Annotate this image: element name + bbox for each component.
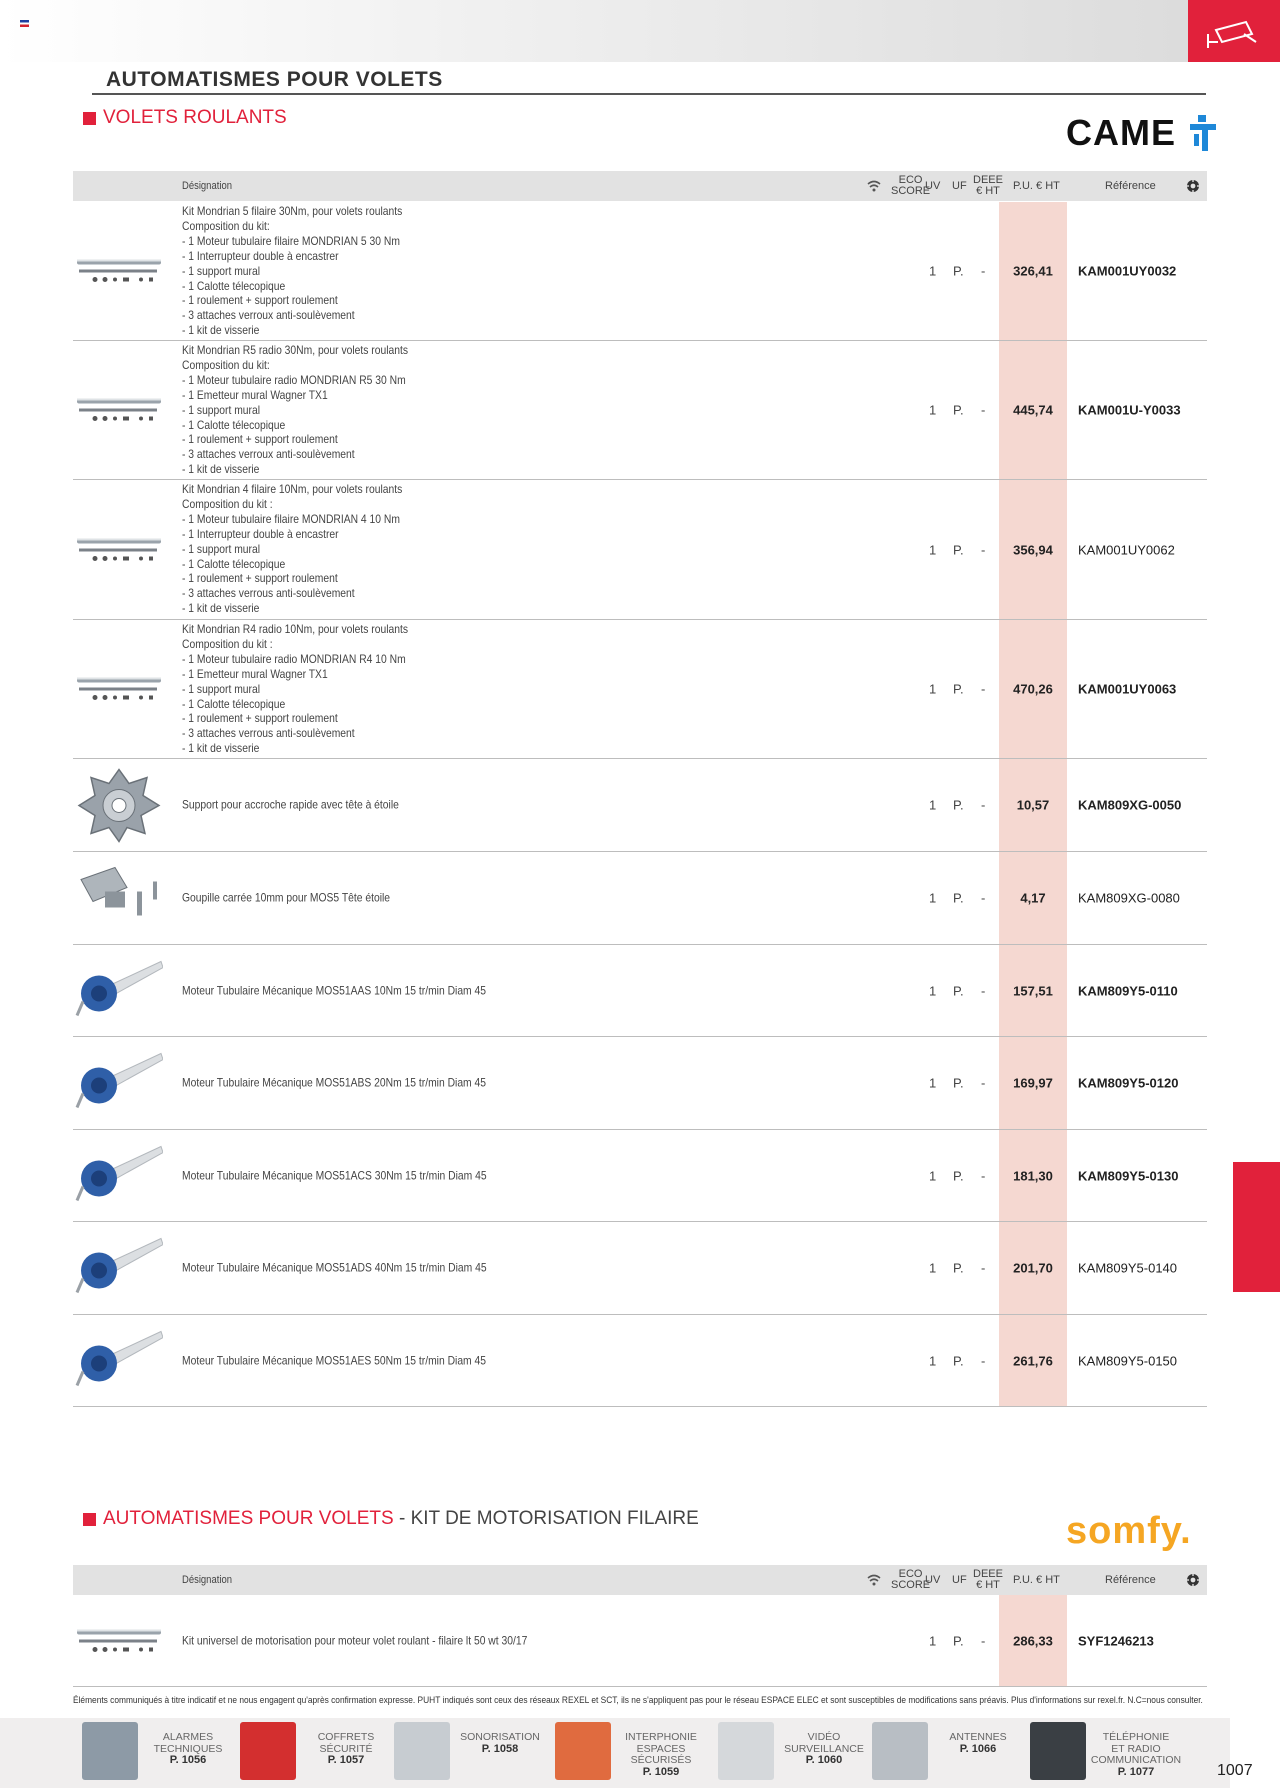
product-image	[75, 668, 163, 711]
header-designation: Désignation	[182, 1573, 232, 1586]
designation-line: - 3 attaches verrous anti-soulèvement	[182, 586, 355, 601]
uv-cell: 1	[929, 681, 937, 697]
table-row[interactable]	[73, 202, 1207, 341]
reference-cell[interactable]: KAM809Y5-0140	[1078, 1260, 1178, 1276]
product-designation	[182, 204, 402, 338]
uf-cell: P.	[953, 402, 964, 418]
header-deee	[973, 1565, 1003, 1595]
section2-title-red: AUTOMATISMES POUR VOLETS	[103, 1508, 394, 1529]
header-reference: Référence	[1105, 1573, 1156, 1586]
table-row[interactable]	[73, 620, 1207, 759]
footer-thumbnail	[718, 1722, 774, 1780]
deee-cell: -	[981, 890, 986, 906]
designation-line: Moteur Tubulaire Mécanique MOS51ABS 20Nm 15 tr/min Diam 45	[182, 1075, 487, 1090]
header-pu: P.U. € HT	[1013, 179, 1060, 192]
header-eco-1: ECO	[898, 1568, 923, 1580]
section2-title-dark: KIT DE MOTORISATION FILAIRE	[410, 1508, 699, 1529]
product-image	[75, 250, 163, 293]
uf-cell: P.	[953, 983, 964, 998]
designation-line: - 1 kit de visserie	[182, 323, 260, 338]
footer-label	[1086, 1732, 1186, 1778]
footer-link[interactable]	[718, 1722, 878, 1782]
designation-line: - 1 roulement + support roulement	[182, 432, 338, 447]
price-cell: 286,33	[1013, 1633, 1053, 1648]
footer-page-ref: P. 1060	[805, 1754, 843, 1766]
designation-line: - 1 kit de visserie	[182, 601, 260, 616]
reference-cell[interactable]: KAM001UY0032	[1078, 263, 1177, 279]
designation-line: - 1 Moteur tubulaire filaire MONDRIAN 5 30 Nm	[182, 233, 400, 248]
designation-line: - 1 support mural	[182, 402, 261, 417]
header-eco-1: ECO	[898, 174, 923, 186]
footer-label-line: ALARMES	[162, 1731, 214, 1743]
footer-thumbnail	[394, 1722, 450, 1780]
table-row[interactable]	[73, 852, 1207, 945]
uv-cell: 1	[929, 983, 937, 998]
designation-line: - 3 attaches verroux anti-soulèvement	[182, 447, 355, 462]
designation-line: Moteur Tubulaire Mécanique MOS51ADS 40Nm 15 tr/min Diam 45	[182, 1260, 487, 1275]
header-eco-2: SCORE	[891, 1579, 931, 1591]
designation-line: Composition du kit:	[182, 357, 270, 372]
table-row[interactable]	[73, 480, 1207, 620]
tubular-motor-image	[75, 1050, 163, 1114]
footer-page-ref: P. 1058	[481, 1742, 519, 1755]
designation-line: Composition du kit :	[182, 496, 273, 511]
footer-label-line: ESPACES SÉCURISÉS	[630, 1742, 692, 1766]
table-row[interactable]	[73, 1315, 1207, 1407]
gear-settings-icon[interactable]	[1186, 171, 1200, 201]
footer-label-line: SÉCURITÉ	[319, 1742, 373, 1755]
kit-motor-image	[75, 250, 163, 290]
reference-cell[interactable]: KAM001UY0062	[1078, 542, 1175, 557]
table-row[interactable]	[73, 1130, 1207, 1222]
uv-cell: 1	[929, 542, 937, 557]
footer-label-line: ET RADIO COMMUNICATION	[1090, 1742, 1182, 1766]
price-cell: 181,30	[1013, 1168, 1053, 1183]
footer-thumbnail	[1030, 1722, 1086, 1780]
header-reference: Référence	[1105, 179, 1156, 192]
section2-title-sep: -	[393, 1508, 411, 1529]
came-logo	[1066, 112, 1218, 154]
section-title-kit-motorisation	[83, 1508, 699, 1530]
product-designation	[182, 1353, 486, 1368]
designation-line: Moteur Tubulaire Mécanique MOS51AAS 10Nm 15 tr/min Diam 45	[182, 983, 487, 998]
section-marker	[83, 1513, 96, 1526]
tubular-motor-image	[75, 1235, 163, 1299]
product-image	[75, 957, 163, 1024]
footer-link[interactable]	[872, 1722, 1032, 1782]
side-chapter-tab[interactable]	[1233, 1162, 1280, 1292]
designation-line: Kit Mondrian R4 radio 10Nm, pour volets roulants	[182, 622, 409, 636]
legal-note: Éléments communiqués à titre indicatif et ne nous engagent qu'après confirmation expresse. PUHT indiqués sont ceux des réseaux REXEL et SCT, ils ne s'appliquent pas pour le réseau ESPACE ELEC et sont susceptibles de modifications sans préavis. Plus d'informations sur rexel.fr. N.C=nous consulter.	[73, 1695, 1203, 1706]
table-row[interactable]	[73, 1222, 1207, 1315]
designation-line: - 1 roulement + support roulement	[182, 571, 338, 586]
page-title: AUTOMATISMES POUR VOLETS	[106, 68, 443, 91]
uf-cell: P.	[953, 1168, 964, 1183]
uv-cell: 1	[929, 263, 937, 279]
product-designation	[182, 1633, 527, 1648]
price-cell: 10,57	[1016, 797, 1050, 813]
designation-line: Kit Mondrian 4 filaire 10Nm, pour volets roulants	[182, 482, 403, 496]
deee-cell: -	[981, 263, 986, 279]
reference-cell[interactable]: KAM809XG-0080	[1078, 890, 1180, 906]
page-number: 1007	[1217, 1762, 1253, 1779]
header-pu: P.U. € HT	[1013, 1573, 1060, 1586]
uv-cell: 1	[929, 1168, 937, 1183]
product-designation	[182, 1261, 487, 1276]
footer-thumbnail	[240, 1722, 296, 1780]
header-uv: UV	[925, 1573, 941, 1586]
uv-cell: 1	[929, 1633, 937, 1648]
designation-line: - 1 support mural	[182, 681, 261, 696]
designation-line: - 1 Moteur tubulaire radio MONDRIAN R4 10 Nm	[182, 651, 406, 666]
uf-cell: P.	[953, 890, 964, 906]
table-row[interactable]	[73, 1595, 1207, 1687]
header-uf: UF	[952, 1573, 967, 1586]
section-title-text: VOLETS ROULANTS	[103, 107, 287, 128]
deee-cell: -	[981, 1075, 986, 1091]
designation-line: Kit Mondrian R5 radio 30Nm, pour volets roulants	[182, 343, 409, 357]
footer-page-ref: P. 1056	[169, 1754, 207, 1766]
reference-cell[interactable]: KAM809Y5-0150	[1078, 1353, 1178, 1368]
footer-label-line: COFFRETS	[317, 1731, 375, 1743]
deee-cell: -	[981, 681, 986, 697]
price-cell: 157,51	[1013, 983, 1053, 998]
footer-thumbnail	[82, 1722, 138, 1780]
footer-label	[296, 1732, 396, 1767]
footer-link[interactable]	[82, 1722, 242, 1782]
product-designation	[182, 1168, 487, 1183]
section-title-volets-roulants	[83, 107, 287, 129]
designation-line: - 1 Interrupteur double à encastrer	[182, 248, 339, 263]
designation-line: - 1 roulement + support roulement	[182, 293, 338, 308]
product-image	[75, 1619, 163, 1662]
footer-page-ref: P. 1077	[1117, 1765, 1155, 1778]
product-designation	[182, 343, 408, 477]
top-band	[0, 0, 1188, 62]
designation-line: - 1 Emetteur mural Wagner TX1	[182, 387, 328, 402]
header-designation: Désignation	[182, 179, 232, 192]
deee-cell: -	[981, 1168, 986, 1183]
footer-link[interactable]	[555, 1722, 715, 1782]
designation-line: Moteur Tubulaire Mécanique MOS51ACS 30Nm 15 tr/min Diam 45	[182, 1168, 487, 1183]
designation-line: Goupille carrée 10mm pour MOS5 Tête étoile	[182, 890, 391, 905]
footer-label	[928, 1732, 1028, 1755]
deee-cell: -	[981, 1633, 986, 1648]
footer-label-line: TECHNIQUES	[153, 1742, 223, 1755]
kit-motor-image	[75, 1619, 163, 1659]
wifi-icon	[867, 1565, 881, 1595]
header-uf: UF	[952, 179, 967, 192]
footer-label	[774, 1732, 874, 1767]
footer-label	[450, 1732, 550, 1755]
product-image	[75, 1235, 163, 1302]
product-designation	[182, 622, 408, 756]
footer-link[interactable]	[240, 1722, 400, 1782]
designation-line: - 1 Calotte télecopique	[182, 278, 286, 293]
designation-line: Kit universel de motorisation pour moteur volet roulant - filaire lt 50 wt 30/17	[182, 1633, 528, 1648]
square-pin-image	[75, 862, 163, 932]
designation-line: - 1 Interrupteur double à encastrer	[182, 526, 339, 541]
designation-line: Kit Mondrian 5 filaire 30Nm, pour volets roulants	[182, 204, 403, 218]
footer-label	[138, 1732, 238, 1767]
reference-cell[interactable]: KAM001UY0063	[1078, 681, 1177, 697]
header-deee-1: DEEE	[973, 174, 1003, 186]
product-designation	[182, 1076, 486, 1091]
product-image	[75, 1142, 163, 1209]
product-image	[75, 528, 163, 571]
footer-link[interactable]	[394, 1722, 554, 1782]
product-designation	[182, 983, 486, 998]
uv-cell: 1	[929, 1353, 937, 1368]
product-image	[75, 862, 163, 935]
price-cell: 169,97	[1013, 1075, 1053, 1091]
reference-cell[interactable]: KAM809Y5-0130	[1078, 1168, 1179, 1183]
designation-line: Composition du kit:	[182, 218, 270, 233]
designation-line: Composition du kit :	[182, 636, 273, 651]
kit-motor-image	[75, 389, 163, 429]
uf-cell: P.	[953, 1260, 964, 1276]
product-designation	[182, 891, 390, 906]
tubular-motor-image	[75, 1327, 163, 1391]
footer-label-line: INTERPHONIE	[625, 1731, 697, 1743]
footer-label-line: SONORISATION	[460, 1731, 540, 1743]
product-designation	[182, 798, 399, 813]
uv-cell: 1	[929, 402, 937, 418]
price-cell: 445,74	[1013, 402, 1053, 418]
footer-label-line: SURVEILLANCE	[784, 1742, 864, 1755]
uf-cell: P.	[953, 681, 964, 697]
uf-cell: P.	[953, 542, 964, 557]
header-uv: UV	[925, 179, 941, 192]
category-tab[interactable]	[1188, 0, 1280, 62]
table-header-2	[73, 1565, 1207, 1595]
came-symbol-icon	[1188, 115, 1218, 151]
header-deee	[973, 171, 1003, 201]
deee-cell: -	[981, 1353, 986, 1368]
header-deee-2: € HT	[976, 185, 1000, 197]
price-cell: 4,17	[1020, 890, 1046, 906]
price-cell: 470,26	[1013, 681, 1053, 697]
product-designation	[182, 482, 402, 616]
product-image	[75, 764, 163, 847]
section-marker	[83, 112, 96, 125]
footer-thumbnail	[872, 1722, 928, 1780]
table-row[interactable]	[73, 1037, 1207, 1130]
star-head-support-image	[75, 764, 163, 844]
designation-line: - 3 attaches verroux anti-soulèvement	[182, 308, 355, 323]
designation-line: - 3 attaches verrous anti-soulèvement	[182, 726, 355, 741]
uv-cell: 1	[929, 890, 937, 906]
footer-link[interactable]	[1030, 1722, 1190, 1782]
came-logo-text: CAME	[1066, 112, 1176, 153]
product-image	[75, 1327, 163, 1394]
reference-cell[interactable]: KAM809Y5-0120	[1078, 1075, 1179, 1091]
deee-cell: -	[981, 797, 986, 813]
gear-settings-icon[interactable]	[1186, 1565, 1200, 1595]
reference-cell[interactable]: KAM001U-Y0033	[1078, 402, 1181, 418]
footer-label-line: VIDÉO	[807, 1731, 841, 1743]
uv-cell: 1	[929, 1260, 937, 1276]
uf-cell: P.	[953, 1633, 964, 1648]
designation-line: Moteur Tubulaire Mécanique MOS51AES 50Nm 15 tr/min Diam 45	[182, 1353, 487, 1368]
footer-label	[611, 1732, 711, 1778]
deee-cell: -	[981, 1260, 986, 1276]
uf-cell: P.	[953, 263, 964, 279]
deee-cell: -	[981, 983, 986, 998]
header-deee-1: DEEE	[973, 1568, 1003, 1580]
deee-cell: -	[981, 402, 986, 418]
flag-icon	[20, 20, 29, 27]
table-row[interactable]	[73, 945, 1207, 1037]
designation-line: - 1 kit de visserie	[182, 462, 260, 477]
table-row[interactable]	[73, 759, 1207, 852]
footer-page-ref: P. 1066	[959, 1742, 997, 1755]
cctv-camera-icon	[1188, 0, 1280, 62]
reference-cell[interactable]: KAM809XG-0050	[1078, 797, 1182, 813]
title-rule	[92, 93, 1206, 95]
designation-line: - 1 kit de visserie	[182, 741, 260, 756]
header-deee-2: € HT	[976, 1579, 1000, 1591]
uf-cell: P.	[953, 1353, 964, 1368]
designation-line: - 1 Moteur tubulaire radio MONDRIAN R5 30 Nm	[182, 372, 406, 387]
uv-cell: 1	[929, 797, 937, 813]
footer-page-ref: P. 1059	[642, 1765, 680, 1778]
price-cell: 356,94	[1013, 542, 1053, 557]
designation-line: - 1 support mural	[182, 541, 261, 556]
reference-cell[interactable]: KAM809Y5-0110	[1078, 983, 1178, 998]
designation-line: - 1 Calotte télecopique	[182, 417, 286, 432]
uv-cell: 1	[929, 1075, 937, 1091]
price-cell: 261,76	[1013, 1353, 1053, 1368]
deee-cell: -	[981, 542, 986, 557]
reference-cell[interactable]: SYF1246213	[1078, 1633, 1154, 1648]
product-image	[75, 389, 163, 432]
designation-line: - 1 roulement + support roulement	[182, 711, 338, 726]
somfy-logo: somfy.	[1066, 1510, 1192, 1552]
uf-cell: P.	[953, 797, 964, 813]
designation-line: - 1 Calotte télecopique	[182, 696, 286, 711]
designation-line: Support pour accroche rapide avec tête à étoile	[182, 797, 399, 812]
designation-line: - 1 Emetteur mural Wagner TX1	[182, 666, 328, 681]
kit-motor-image	[75, 668, 163, 708]
price-cell: 201,70	[1013, 1260, 1053, 1276]
header-eco-2: SCORE	[891, 185, 931, 197]
footer-label-line: TÉLÉPHONIE	[1102, 1731, 1170, 1743]
footer-page-ref: P. 1057	[327, 1754, 365, 1766]
tubular-motor-image	[75, 957, 163, 1021]
footer-thumbnail	[555, 1722, 611, 1780]
designation-line: - 1 Calotte télecopique	[182, 556, 286, 571]
table-header	[73, 171, 1207, 201]
designation-line: - 1 support mural	[182, 263, 261, 278]
designation-line: - 1 Moteur tubulaire filaire MONDRIAN 4 10 Nm	[182, 511, 400, 526]
product-image	[75, 1050, 163, 1117]
price-cell: 326,41	[1013, 263, 1053, 279]
uf-cell: P.	[953, 1075, 964, 1091]
table-row[interactable]	[73, 341, 1207, 480]
footer-label-line: ANTENNES	[949, 1731, 1007, 1743]
tubular-motor-image	[75, 1142, 163, 1206]
wifi-icon	[867, 171, 881, 201]
kit-motor-image	[75, 528, 163, 568]
